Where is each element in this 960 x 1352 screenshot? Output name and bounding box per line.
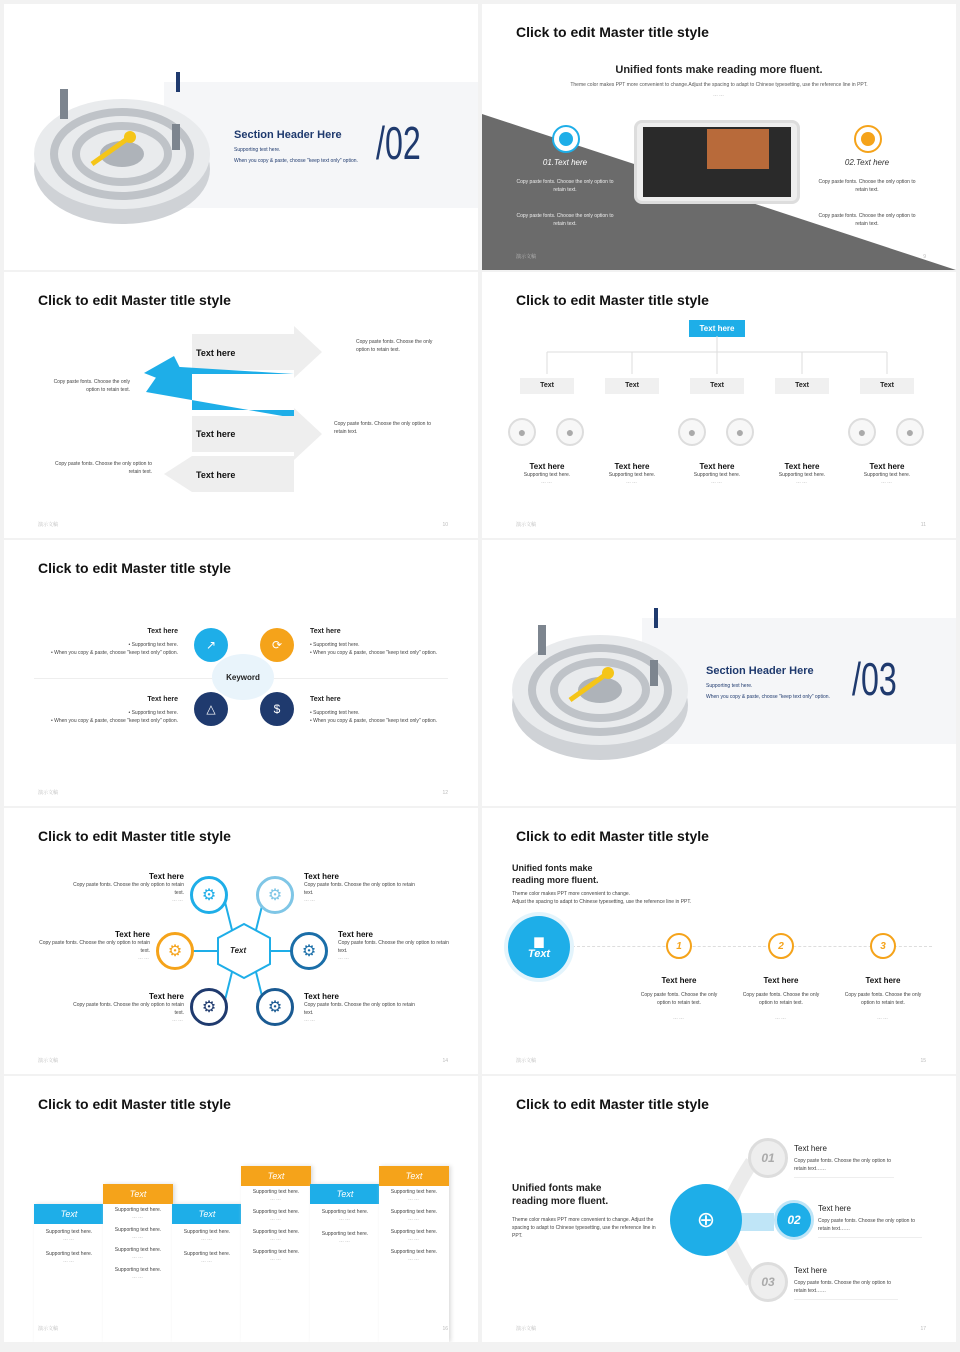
left-title: 01.Text here xyxy=(542,158,588,167)
section-header: Section Header Here xyxy=(234,129,342,141)
column-6: Text Supporting text here. …… Supporting text here. …… Supporting text here. …… Supporting text here. …… xyxy=(379,1166,449,1342)
num-02: 02 xyxy=(774,1200,814,1240)
footer: 演示文稿 xyxy=(38,522,59,528)
slide-title: Click to edit Master title style xyxy=(38,1096,231,1112)
slide-title: Click to edit Master title style xyxy=(516,24,709,40)
person-3: Text here Supporting text here. …… xyxy=(693,462,741,485)
support-2: When you copy & paste, choose "keep text only" option. xyxy=(234,158,358,164)
footer: 演示文稿 xyxy=(516,522,537,528)
item-02: Text here Copy paste fonts. Choose the only option to retain text…… xyxy=(818,1204,922,1238)
support-1: Supporting text here. xyxy=(706,683,753,689)
support-2: When you copy & paste, choose "keep text only" option. xyxy=(706,694,830,700)
footer: 演示文稿 xyxy=(38,790,59,796)
label-br: Text here Copy paste fonts. Choose the only option to retain text. …… xyxy=(304,992,415,1023)
user-icon xyxy=(552,125,580,153)
right-body-1: Copy paste fonts. Choose the only option to retain text. xyxy=(818,179,916,193)
column-1: Text Supporting text here. …… Supporting text here. …… xyxy=(34,1204,104,1342)
left-text-2: Copy paste fonts. Choose the only option to retain text. xyxy=(54,461,152,475)
section-number: /02 xyxy=(376,117,421,169)
slide-15[interactable] xyxy=(482,808,956,1074)
column-5: Text Supporting text here. …… Supporting text here. …… xyxy=(310,1184,380,1342)
page-number: 17 xyxy=(920,1326,926,1332)
gear-icon: ⚙ xyxy=(156,932,194,970)
org-box-2: Text xyxy=(605,378,659,394)
phone-mockup xyxy=(634,120,800,204)
slide-11[interactable] xyxy=(482,272,956,538)
org-box-4: Text xyxy=(775,378,829,394)
headline: Unified fonts make reading more fluent. xyxy=(512,1183,609,1207)
arrow-label-1: Text here xyxy=(196,348,236,358)
br-block: Text here • Supporting text here. • When you copy & paste, choose "keep text only" option. xyxy=(310,696,438,724)
label-tl: Text here Copy paste fonts. Choose the only option to retain text. …… xyxy=(73,872,184,903)
page-number: 12 xyxy=(442,790,448,796)
person-4: Text here Supporting text here. …… xyxy=(778,462,826,485)
headline: Unified fonts make reading more fluent. xyxy=(615,64,823,76)
slide-17[interactable] xyxy=(482,1076,956,1342)
avatar-icon: ● xyxy=(848,418,876,446)
arrow-label-2: Text here xyxy=(250,388,290,398)
person-2: Text here Supporting text here. …… xyxy=(608,462,656,485)
maze-illustration xyxy=(510,600,690,765)
org-connectors xyxy=(482,336,956,376)
avatar-icon: ● xyxy=(508,418,536,446)
triangle-icon: △ xyxy=(194,692,228,726)
subheadline: Theme color makes PPT more convenient to change.Adjust the spacing to adapt to Chinese typesetting, use the reference line in PPT. xyxy=(570,82,868,88)
left-text-1: Copy paste fonts. Choose the only option to retain text. xyxy=(53,379,130,393)
page-number: 15 xyxy=(920,1058,926,1064)
page-number: 11 xyxy=(920,522,926,528)
org-top-box: Text here xyxy=(689,320,745,337)
right-text-2: Copy paste fonts. Choose the only option to retain text. xyxy=(334,421,432,435)
org-box-5: Text xyxy=(860,378,914,394)
gear-icon: ⚙ xyxy=(256,988,294,1026)
clock-icon: ⟳ xyxy=(260,628,294,662)
avatar-icon: ● xyxy=(726,418,754,446)
right-title: 02.Text here xyxy=(844,158,890,167)
support-1: Supporting text here. xyxy=(234,147,281,153)
avatar-icon: ● xyxy=(896,418,924,446)
slide-12[interactable] xyxy=(4,540,478,806)
step-2: Text here Copy paste fonts. Choose the only option to retain text. …… xyxy=(742,976,820,1021)
num-01: 01 xyxy=(748,1138,788,1178)
footer: 演示文稿 xyxy=(516,1326,537,1332)
dots: …… xyxy=(713,92,725,98)
tr-block: Text here • Supporting text here. • When you copy & paste, choose "keep text only" option. xyxy=(310,628,438,656)
page-number: 10 xyxy=(442,522,448,528)
footer: 演示文稿 xyxy=(38,1058,59,1064)
slide-14[interactable] xyxy=(4,808,478,1074)
footer: 演示文稿 xyxy=(38,1326,59,1332)
desk-icon: ▆ xyxy=(534,934,544,948)
person-5: Text here Supporting text here. …… xyxy=(863,462,911,485)
left-body-2: Copy paste fonts. Choose the only option to retain text. xyxy=(516,213,614,227)
bl-block: Text here • Supporting text here. • When you copy & paste, choose "keep text only" option. xyxy=(50,696,178,724)
item-01: Text here Copy paste fonts. Choose the only option to retain text…… xyxy=(794,1144,894,1178)
slide-section-03[interactable] xyxy=(482,540,956,806)
slide-title: Click to edit Master title style xyxy=(516,828,709,844)
label-mr: Text here Copy paste fonts. Choose the only option to retain text. …… xyxy=(338,930,449,961)
step-number-2: 2 xyxy=(768,933,794,959)
slide-9[interactable] xyxy=(482,4,956,270)
gear-icon: ⚙ xyxy=(256,876,294,914)
section-number: /03 xyxy=(852,653,897,705)
hex-center-text: Text xyxy=(230,946,247,955)
user-icon-orange xyxy=(854,125,882,153)
gear-icon: ⚙ xyxy=(190,876,228,914)
slide-title: Click to edit Master title style xyxy=(516,292,709,308)
slide-title: Click to edit Master title style xyxy=(38,292,231,308)
slide-10[interactable] xyxy=(4,272,478,538)
main-circle: ▆ Text xyxy=(508,916,570,978)
column-2: Text Supporting text here. …… Supporting text here. …… Supporting text here. …… Supporting text here. …… xyxy=(103,1184,173,1342)
step-number-1: 1 xyxy=(666,933,692,959)
column-3: Text Supporting text here. …… Supporting text here. …… xyxy=(172,1204,242,1342)
right-body-2: Copy paste fonts. Choose the only option to retain text. xyxy=(818,213,916,227)
arrow-graphic xyxy=(144,326,344,496)
tl-block: Text here • Supporting text here. • When you copy & paste, choose "keep text only" option. xyxy=(50,628,178,656)
label-tr: Text here Copy paste fonts. Choose the only option to retain text. …… xyxy=(304,872,415,903)
page-number: 14 xyxy=(442,1058,448,1064)
num-03: 03 xyxy=(748,1262,788,1302)
keyword-center: Keyword xyxy=(212,654,274,700)
arrow-label-4: Text here xyxy=(196,470,236,480)
person-1: Text here Supporting text here. …… xyxy=(523,462,571,485)
footer: 演示文稿 xyxy=(516,254,537,260)
avatar-icon: ● xyxy=(556,418,584,446)
label-ml: Text here Copy paste fonts. Choose the only option to retain text. …… xyxy=(39,930,150,961)
slide-16[interactable] xyxy=(4,1076,478,1342)
gear-icon: ⚙ xyxy=(190,988,228,1026)
maze-illustration xyxy=(32,64,212,229)
column-4: Text Supporting text here. …… Supporting text here. …… Supporting text here. …… Supporting text here. …… xyxy=(241,1166,311,1342)
footer: 演示文稿 xyxy=(516,1058,537,1064)
headline: Unified fonts make reading more fluent. xyxy=(512,863,599,885)
arrow-label-3: Text here xyxy=(196,429,236,439)
item-03: Text here Copy paste fonts. Choose the only option to retain text…… xyxy=(794,1266,898,1300)
slide-title: Click to edit Master title style xyxy=(38,828,231,844)
gear-icon: ⚙ xyxy=(290,932,328,970)
slide-title: Click to edit Master title style xyxy=(38,560,231,576)
section-header: Section Header Here xyxy=(706,665,814,677)
step-1: Text here Copy paste fonts. Choose the only option to retain text. …… xyxy=(640,976,718,1021)
slide-section-02[interactable] xyxy=(4,4,478,270)
avatar-icon: ● xyxy=(678,418,706,446)
slide-title: Click to edit Master title style xyxy=(516,1096,709,1112)
right-text-1: Copy paste fonts. Choose the only option to retain text. xyxy=(356,339,433,353)
chart-icon: ↗ xyxy=(194,628,228,662)
left-body-1: Copy paste fonts. Choose the only option to retain text. xyxy=(516,179,614,193)
label-bl: Text here Copy paste fonts. Choose the only option to retain text. …… xyxy=(73,992,184,1023)
subtext: Theme color makes PPT more convenient to change. Adjust the spacing to adapt to Chinese typesetting, use the reference line in PPT. xyxy=(512,1217,656,1239)
step-number-3: 3 xyxy=(870,933,896,959)
org-box-1: Text xyxy=(520,378,574,394)
globe-user-icon: ⊕ xyxy=(670,1184,742,1256)
page-number: 9 xyxy=(923,254,926,260)
money-icon: $ xyxy=(260,692,294,726)
step-3: Text here Copy paste fonts. Choose the only option to retain text. …… xyxy=(844,976,922,1021)
subtext: Theme color makes PPT more convenient to change. Adjust the spacing to adapt to Chinese typesetting, use the reference line in PPT. xyxy=(512,891,692,905)
org-box-3: Text xyxy=(690,378,744,394)
page-number: 16 xyxy=(442,1326,448,1332)
